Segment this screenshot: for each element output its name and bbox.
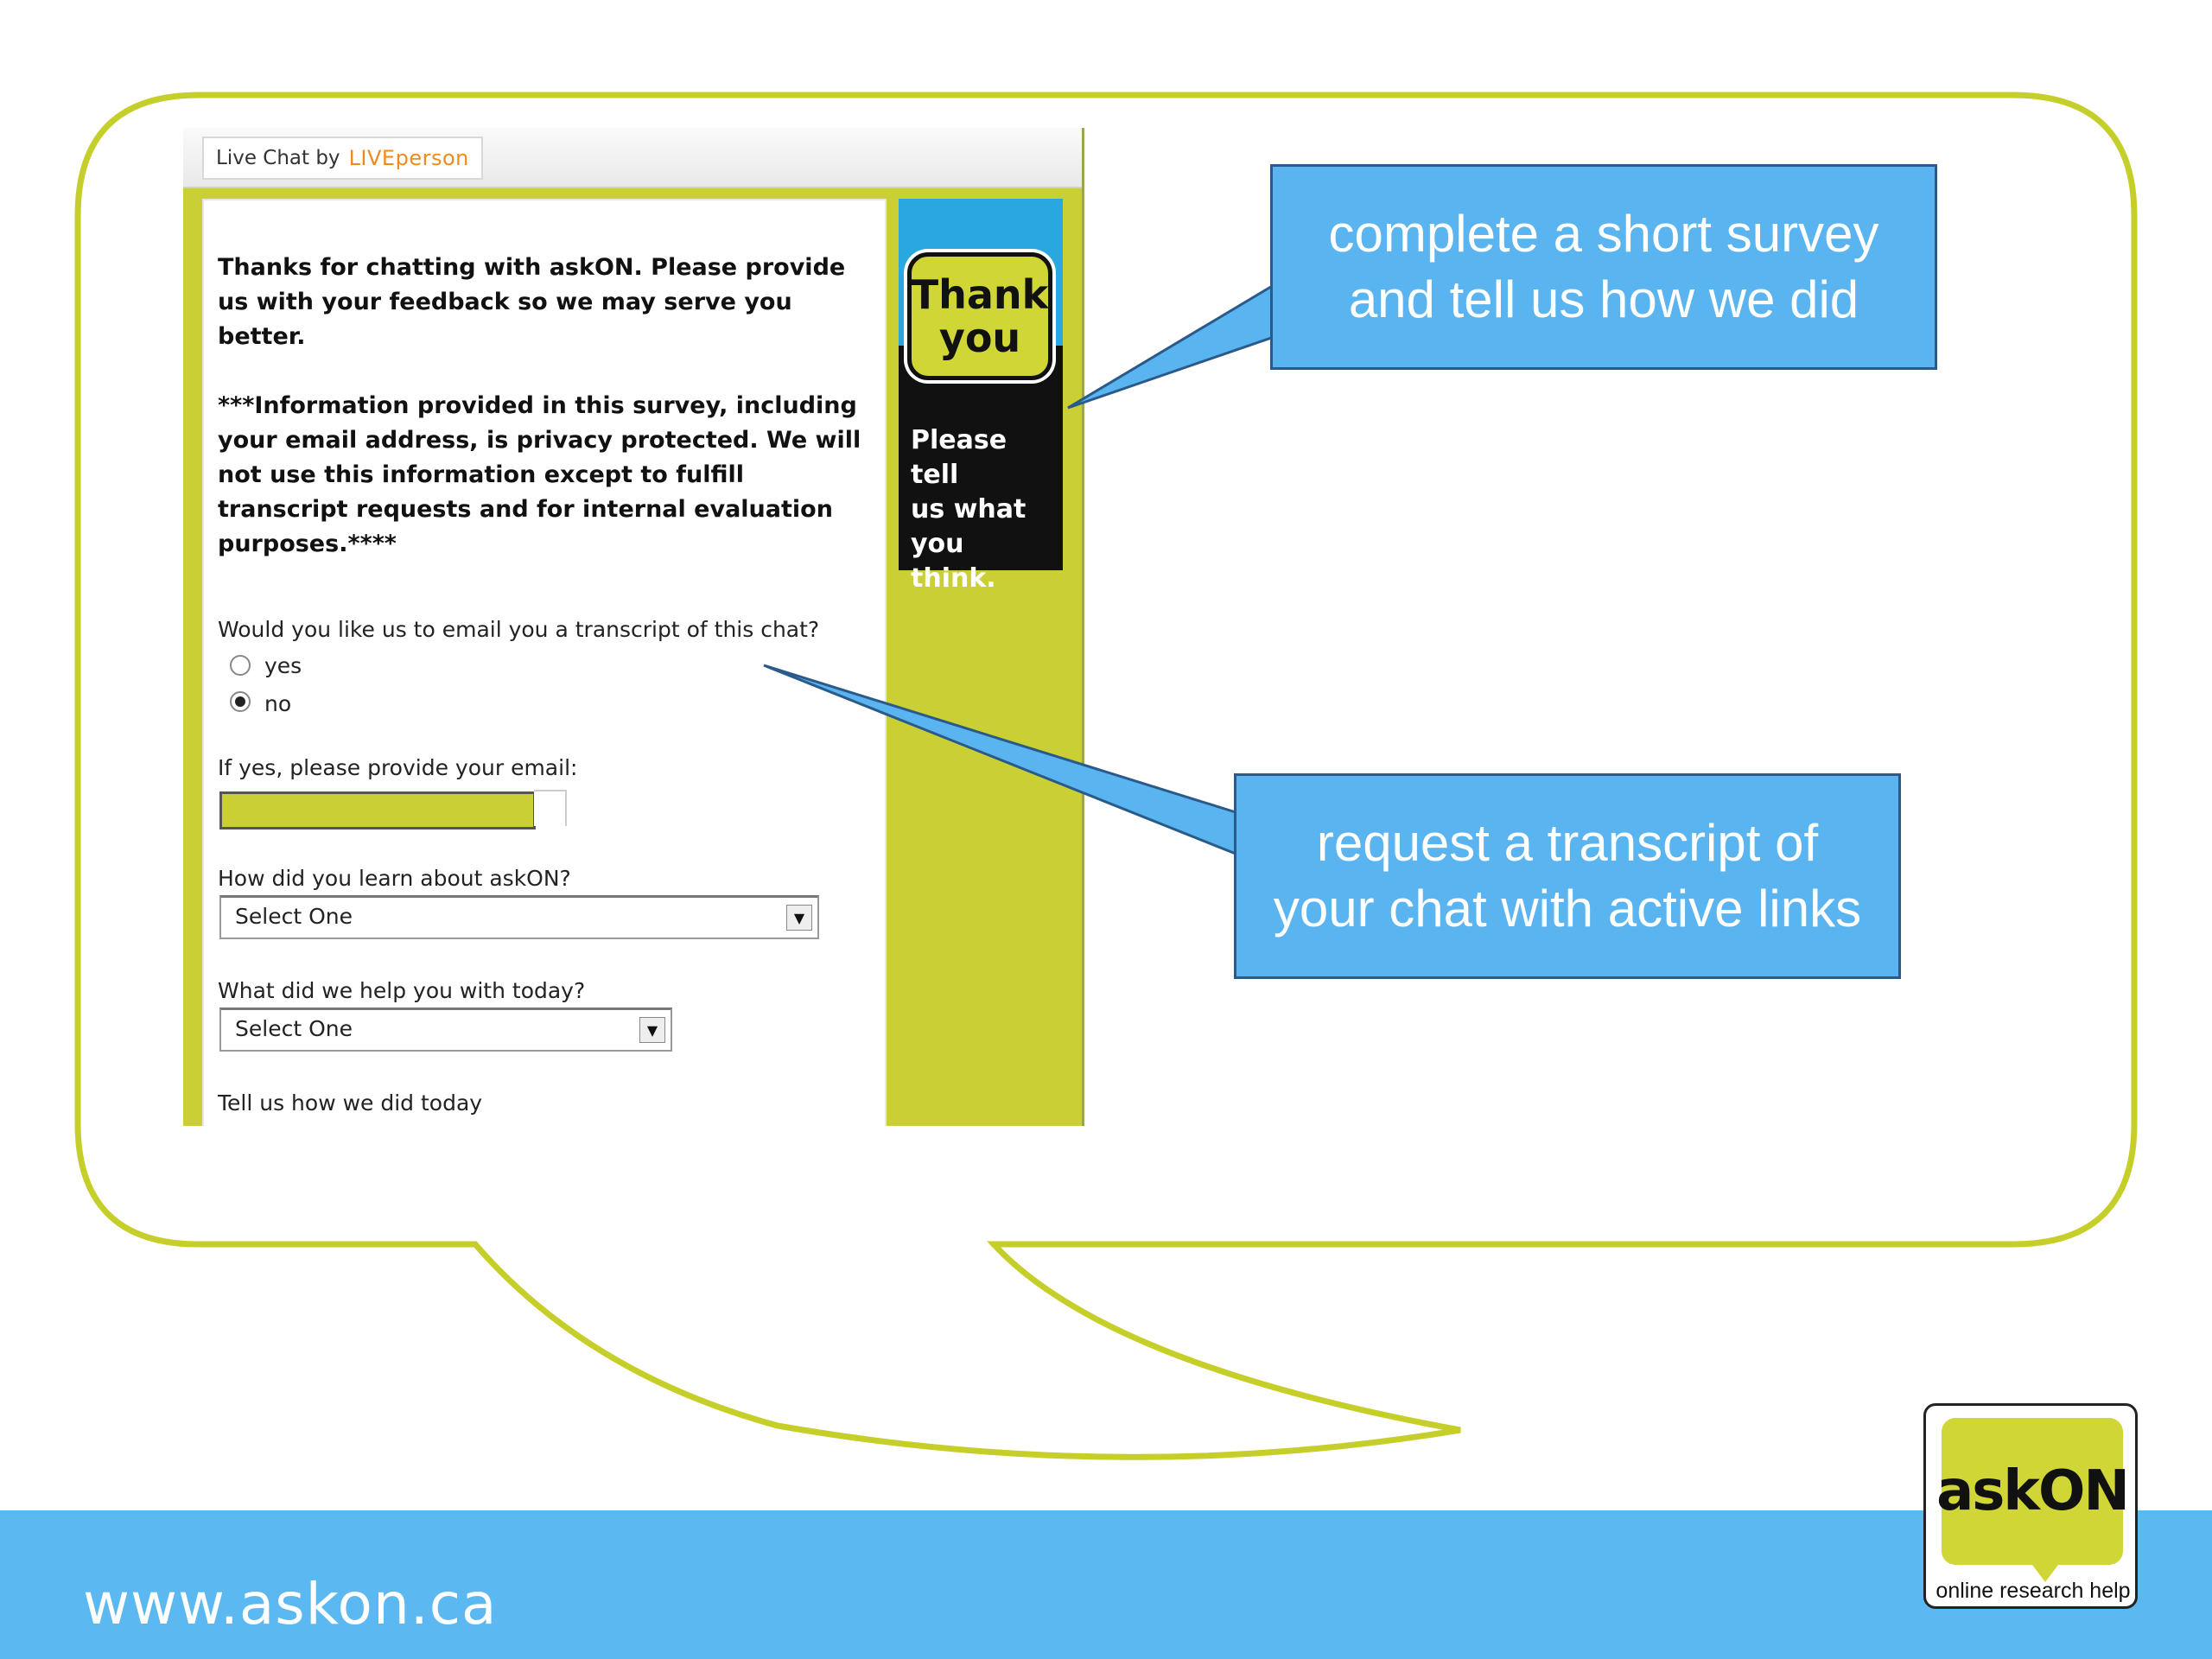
thank-you-banner: [899, 199, 1063, 594]
transcript-callout: [1234, 773, 1901, 979]
askon-logo-tagline: online research help: [1936, 1579, 2131, 1603]
survey-callout: [1270, 164, 1937, 370]
banner-message: [911, 423, 1058, 596]
transcript-yes-label: yes: [264, 653, 302, 678]
askon-logo: [1923, 1403, 2138, 1609]
footer-url-link[interactable]: www.askon.ca: [83, 1571, 498, 1637]
banner-line-3: you think.: [911, 529, 996, 594]
chat-header: [183, 128, 1082, 188]
chevron-down-icon[interactable]: ▼: [786, 905, 812, 931]
learn-about-label: How did you learn about askON?: [218, 866, 571, 891]
live-chat-tab-label: Live Chat by: [216, 147, 340, 169]
help-with-select[interactable]: [219, 1007, 672, 1052]
chat-survey-window: [183, 128, 1084, 1126]
email-label: If yes, please provide your email:: [218, 755, 578, 780]
transcript-callout-line-1: request a transcript of: [1316, 814, 1819, 872]
learn-about-select-value: Select One: [235, 904, 353, 929]
survey-form-panel: [202, 199, 887, 1126]
askon-logo-wordmark: askON: [1942, 1418, 2123, 1565]
chevron-down-icon[interactable]: ▼: [639, 1017, 665, 1043]
privacy-notice: ***Information provided in this survey, including your email address, is privacy protected. We will not use this information except to fulfill transcript requests and for internal evaluation purposes.****: [218, 392, 861, 557]
banner-line-2: us what: [911, 494, 1027, 524]
learn-about-select[interactable]: [219, 895, 819, 939]
thank-line-1: Thank: [911, 271, 1049, 318]
help-with-label: What did we help you with today?: [218, 978, 586, 1003]
transcript-callout-line-2: your chat with active links: [1273, 880, 1862, 938]
thank-line-2: you: [938, 315, 1021, 361]
transcript-yes-radio[interactable]: [230, 655, 251, 676]
email-input-edge: [534, 790, 567, 826]
survey-callout-line-1: complete a short survey: [1328, 205, 1879, 263]
live-chat-tab[interactable]: [202, 137, 483, 180]
survey-intro-text: Thanks for chatting with askON. Please provide us with your feedback so we may serve you better.: [218, 254, 846, 350]
transcript-question: Would you like us to email you a transcript of this chat?: [218, 617, 820, 642]
transcript-no-radio[interactable]: [230, 691, 251, 712]
survey-callout-line-2: and tell us how we did: [1348, 270, 1859, 328]
banner-line-1: Please tell: [911, 425, 1007, 490]
transcript-no-label: no: [264, 691, 292, 716]
rate-label: Tell us how we did today: [218, 1090, 483, 1116]
liveperson-logo: LIVEperson: [348, 146, 469, 170]
thank-you-bubble: [907, 252, 1052, 380]
email-input[interactable]: [219, 791, 536, 830]
help-with-select-value: Select One: [235, 1016, 353, 1041]
